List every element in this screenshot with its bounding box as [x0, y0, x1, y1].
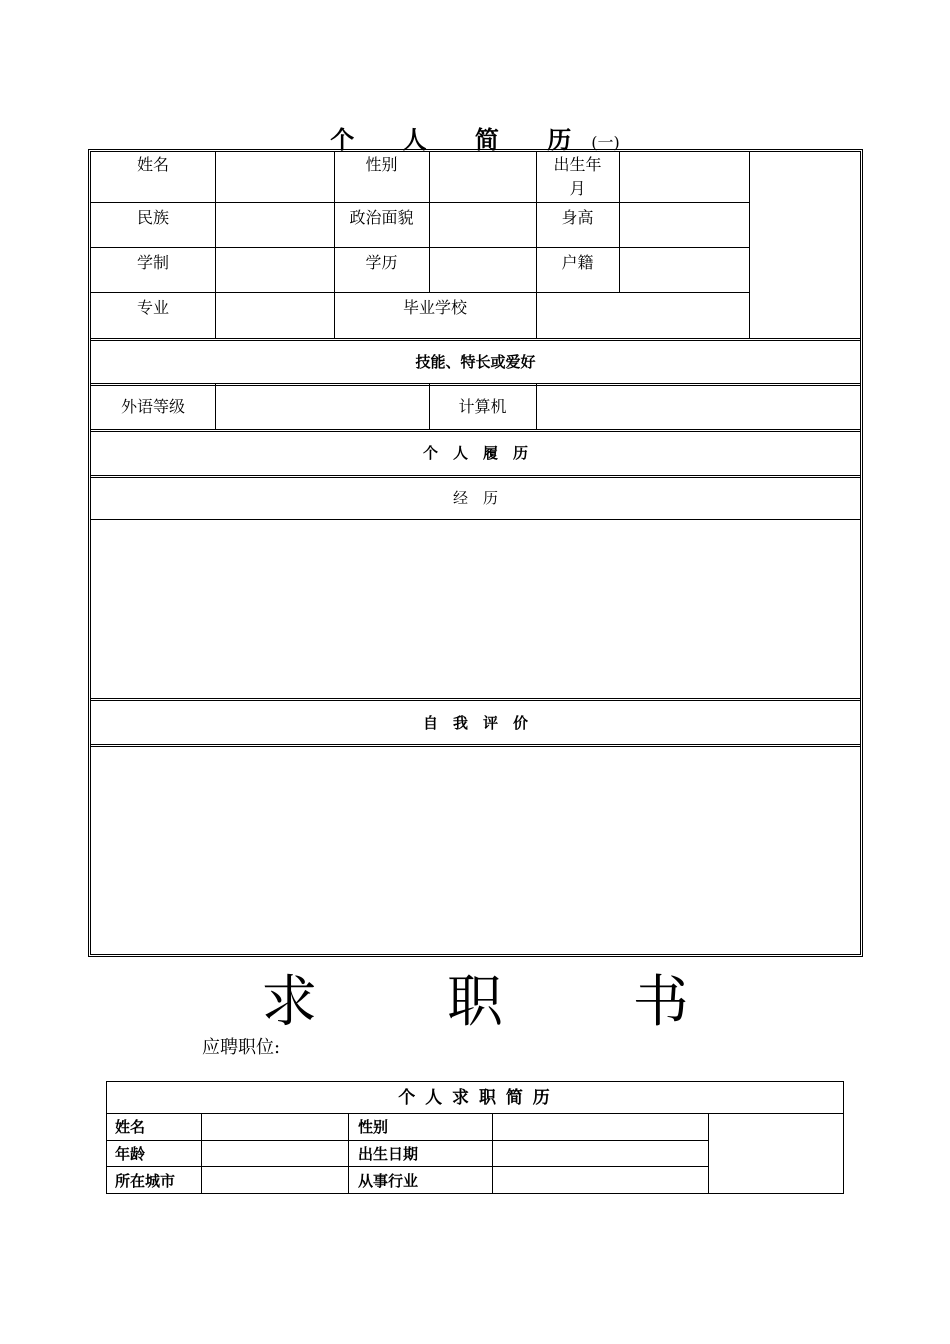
application-title: 求 职 书	[261, 970, 745, 1035]
label-app-age: 年龄	[115, 1145, 146, 1163]
field-height[interactable]	[619, 203, 749, 247]
label-schooling: 学制	[136, 253, 169, 272]
label-foreign-language: 外语等级	[120, 397, 185, 416]
field-schooling[interactable]	[215, 248, 334, 292]
field-gender[interactable]	[429, 152, 536, 202]
label-height: 身高	[561, 208, 594, 227]
position-label: 应聘职位:	[202, 1037, 281, 1058]
field-foreign-language[interactable]	[215, 385, 429, 429]
resume-form	[88, 149, 863, 957]
field-political-status[interactable]	[429, 203, 536, 247]
label-gender: 性别	[365, 155, 398, 174]
field-education[interactable]	[429, 248, 536, 292]
self-evaluation-area[interactable]	[91, 748, 860, 954]
label-app-city: 所在城市	[115, 1172, 176, 1190]
field-app-birth-date[interactable]	[493, 1141, 708, 1166]
field-computer[interactable]	[536, 385, 860, 429]
field-name[interactable]	[215, 152, 334, 202]
label-app-industry: 从事行业	[358, 1172, 419, 1190]
label-birth: 出生年 月	[553, 155, 602, 198]
field-major[interactable]	[215, 293, 334, 338]
field-app-city[interactable]	[202, 1167, 348, 1193]
label-education: 学历	[365, 253, 398, 272]
application-table	[106, 1081, 844, 1194]
resume-title: 个 人 简 历(一)	[330, 125, 620, 154]
application-table-title: 个 人 求 职 简 历	[398, 1088, 552, 1108]
label-political-status: 政治面貌	[349, 208, 414, 227]
label-app-gender: 性别	[358, 1118, 389, 1136]
label-school: 毕业学校	[402, 298, 467, 317]
label-major: 专业	[136, 298, 169, 317]
label-household: 户籍	[561, 253, 594, 272]
label-ethnicity: 民族	[136, 208, 169, 227]
field-school[interactable]	[536, 293, 749, 338]
section-skills: 技能、特长或爱好	[415, 353, 536, 371]
field-app-industry[interactable]	[493, 1167, 708, 1193]
label-app-name: 姓名	[115, 1118, 146, 1136]
field-household[interactable]	[619, 248, 749, 292]
field-app-gender[interactable]	[493, 1114, 708, 1140]
label-app-birth-date: 出生日期	[358, 1145, 419, 1163]
field-ethnicity[interactable]	[215, 203, 334, 247]
label-name: 姓名	[136, 155, 169, 174]
resume-title-suffix: (一)	[591, 133, 620, 152]
photo-area[interactable]	[749, 152, 860, 338]
app-photo-area[interactable]	[709, 1114, 843, 1193]
section-history: 个 人 履 历	[422, 444, 528, 462]
experience-area[interactable]	[91, 520, 860, 698]
label-computer: 计算机	[458, 397, 507, 416]
section-experience: 经 历	[452, 489, 498, 507]
field-app-age[interactable]	[202, 1141, 348, 1166]
field-birth[interactable]	[619, 152, 749, 202]
section-self-evaluation: 自 我 评 价	[422, 714, 528, 732]
field-app-name[interactable]	[202, 1114, 348, 1140]
